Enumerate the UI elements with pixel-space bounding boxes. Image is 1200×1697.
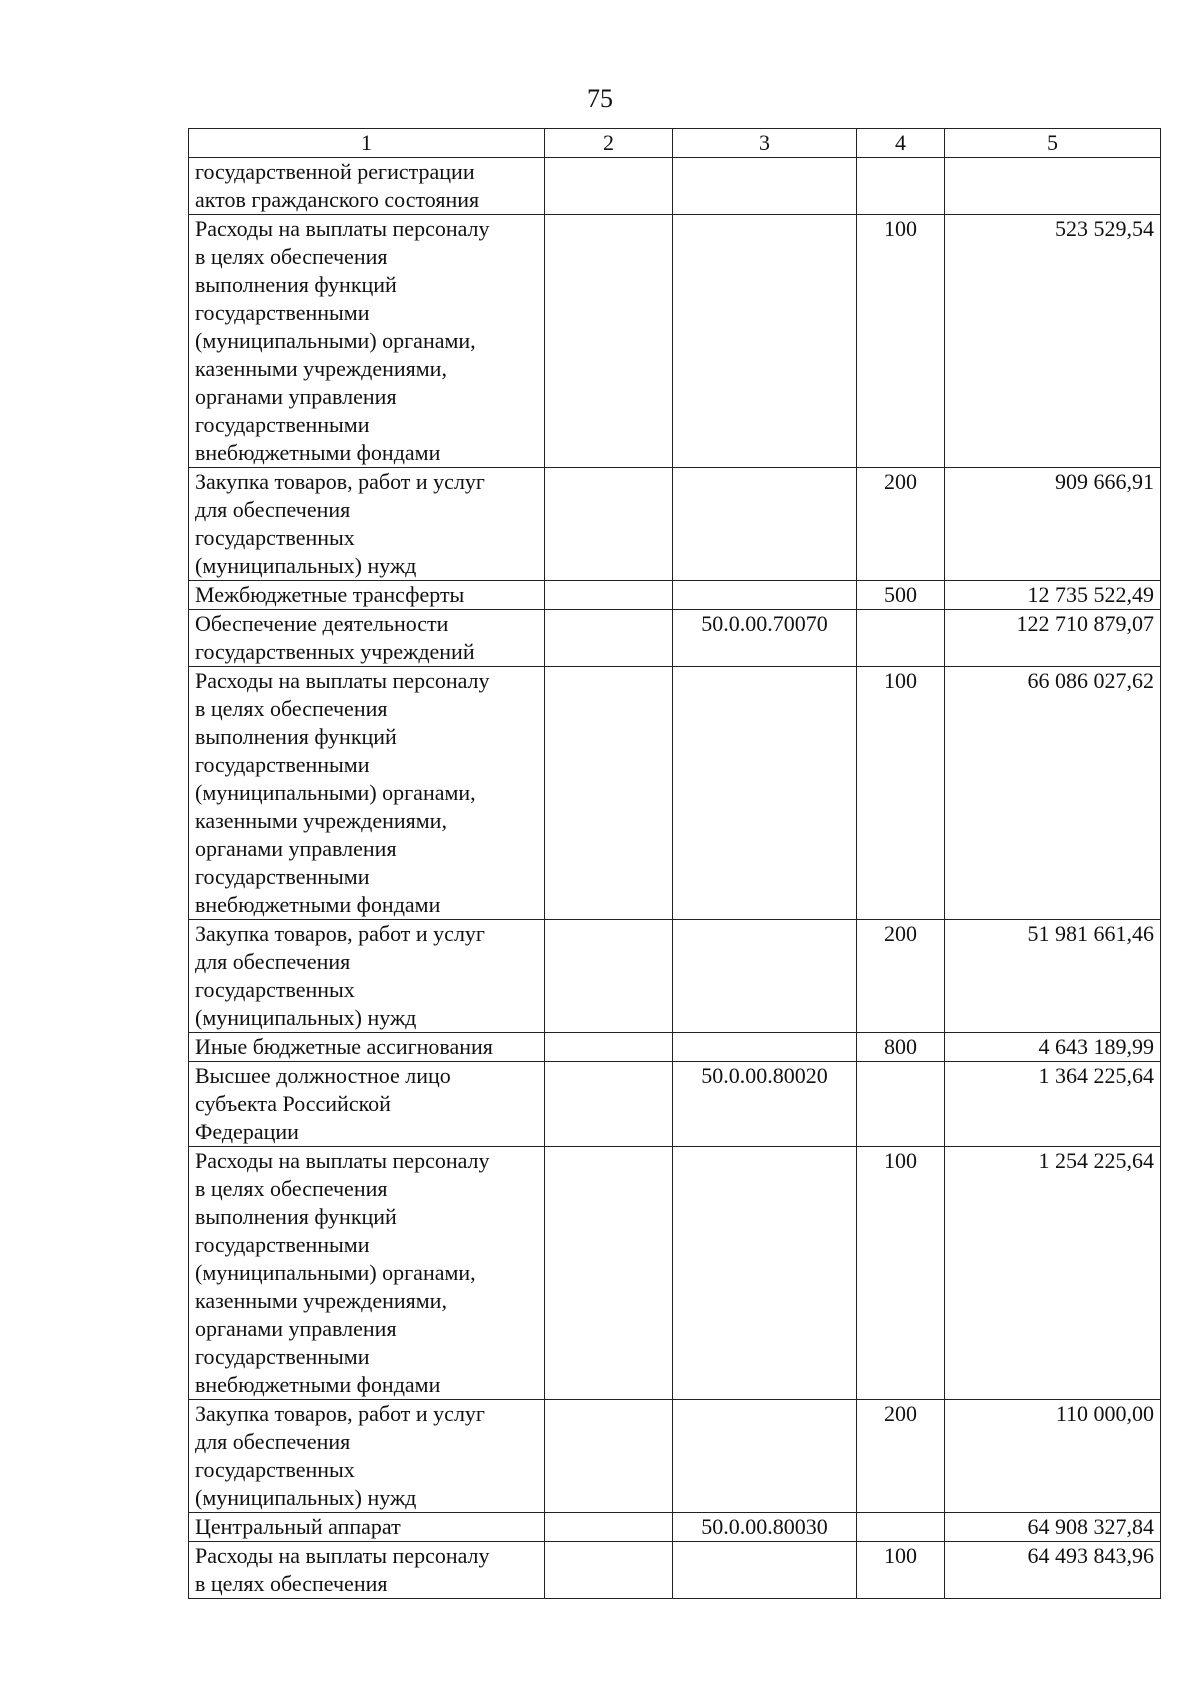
row-name-cell: Расходы на выплаты персоналу в целях обеспечения — [189, 1542, 545, 1599]
row-target-code-cell — [673, 1147, 857, 1400]
row-amount-cell: 122 710 879,07 — [945, 610, 1161, 667]
row-expense-type-cell: 100 — [857, 667, 945, 920]
budget-table — [188, 128, 1161, 1599]
row-expense-type-cell — [857, 158, 945, 215]
row-section-cell — [545, 1542, 673, 1599]
row-section-cell — [545, 1147, 673, 1400]
row-expense-type-cell: 100 — [857, 1542, 945, 1599]
row-expense-type-cell — [857, 610, 945, 667]
row-name-cell: Расходы на выплаты персоналу в целях обеспечения выполнения функций государственными (муниципальными) органами, казенными учреждениями, органами управления государственными внебюджетными фондами — [189, 1147, 545, 1400]
header-row — [189, 129, 1161, 158]
row-amount-cell: 64 908 327,84 — [945, 1513, 1161, 1542]
row-target-code-cell: 50.0.00.80030 — [673, 1513, 857, 1542]
row-amount-cell: 1 364 225,64 — [945, 1062, 1161, 1147]
row-expense-type-cell: 500 — [857, 581, 945, 610]
row-target-code-cell — [673, 1033, 857, 1062]
table-row — [189, 215, 1161, 468]
row-section-cell — [545, 1033, 673, 1062]
row-amount-cell: 4 643 189,99 — [945, 1033, 1161, 1062]
row-expense-type-cell — [857, 1062, 945, 1147]
row-target-code-cell: 50.0.00.80020 — [673, 1062, 857, 1147]
row-section-cell — [545, 1513, 673, 1542]
row-section-cell — [545, 1400, 673, 1513]
row-section-cell — [545, 468, 673, 581]
page-number: 75 — [587, 84, 613, 113]
row-amount-cell: 66 086 027,62 — [945, 667, 1161, 920]
table-row — [189, 468, 1161, 581]
row-target-code-cell — [673, 581, 857, 610]
table-row — [189, 1147, 1161, 1400]
row-section-cell — [545, 1062, 673, 1147]
row-amount-cell — [945, 158, 1161, 215]
row-amount-cell: 64 493 843,96 — [945, 1542, 1161, 1599]
row-section-cell — [545, 667, 673, 920]
header-col-3: 3 — [673, 129, 857, 158]
row-name-cell: Обеспечение деятельности государственных учреждений — [189, 610, 545, 667]
row-target-code-cell — [673, 667, 857, 920]
row-section-cell — [545, 581, 673, 610]
row-name-cell: Закупка товаров, работ и услуг для обеспечения государственных (муниципальных) нужд — [189, 1400, 545, 1513]
table-row — [189, 1033, 1161, 1062]
row-name-cell: Межбюджетные трансферты — [189, 581, 545, 610]
row-name-cell: Расходы на выплаты персоналу в целях обеспечения выполнения функций государственными (муниципальными) органами, казенными учреждениями, органами управления государственными внебюджетными фондами — [189, 667, 545, 920]
row-target-code-cell: 50.0.00.70070 — [673, 610, 857, 667]
row-amount-cell: 110 000,00 — [945, 1400, 1161, 1513]
row-section-cell — [545, 215, 673, 468]
table-row — [189, 1513, 1161, 1542]
row-target-code-cell — [673, 1400, 857, 1513]
row-name-cell: Иные бюджетные ассигнования — [189, 1033, 545, 1062]
table-row — [189, 920, 1161, 1033]
row-amount-cell: 1 254 225,64 — [945, 1147, 1161, 1400]
row-target-code-cell — [673, 468, 857, 581]
table-row — [189, 1062, 1161, 1147]
row-target-code-cell — [673, 215, 857, 468]
header-col-4: 4 — [857, 129, 945, 158]
row-expense-type-cell: 200 — [857, 1400, 945, 1513]
row-amount-cell: 523 529,54 — [945, 215, 1161, 468]
row-expense-type-cell: 200 — [857, 920, 945, 1033]
row-amount-cell: 909 666,91 — [945, 468, 1161, 581]
table-row — [189, 1542, 1161, 1599]
row-amount-cell: 51 981 661,46 — [945, 920, 1161, 1033]
row-expense-type-cell: 100 — [857, 1147, 945, 1400]
table-row — [189, 158, 1161, 215]
row-target-code-cell — [673, 920, 857, 1033]
table-row — [189, 667, 1161, 920]
row-name-cell: государственной регистрации актов гражданского состояния — [189, 158, 545, 215]
row-expense-type-cell: 100 — [857, 215, 945, 468]
row-name-cell: Закупка товаров, работ и услуг для обеспечения государственных (муниципальных) нужд — [189, 920, 545, 1033]
row-name-cell: Расходы на выплаты персоналу в целях обеспечения выполнения функций государственными (муниципальными) органами, казенными учреждениями, органами управления государственными внебюджетными фондами — [189, 215, 545, 468]
row-section-cell — [545, 158, 673, 215]
row-name-cell: Центральный аппарат — [189, 1513, 545, 1542]
header-col-5: 5 — [945, 129, 1161, 158]
row-target-code-cell — [673, 158, 857, 215]
table-row — [189, 610, 1161, 667]
header-col-2: 2 — [545, 129, 673, 158]
row-amount-cell: 12 735 522,49 — [945, 581, 1161, 610]
row-expense-type-cell — [857, 1513, 945, 1542]
row-name-cell: Высшее должностное лицо субъекта Российской Федерации — [189, 1062, 545, 1147]
row-section-cell — [545, 920, 673, 1033]
row-expense-type-cell: 800 — [857, 1033, 945, 1062]
row-name-cell: Закупка товаров, работ и услуг для обеспечения государственных (муниципальных) нужд — [189, 468, 545, 581]
row-target-code-cell — [673, 1542, 857, 1599]
table-row — [189, 1400, 1161, 1513]
row-expense-type-cell: 200 — [857, 468, 945, 581]
row-section-cell — [545, 610, 673, 667]
table-row — [189, 581, 1161, 610]
header-col-1: 1 — [189, 129, 545, 158]
